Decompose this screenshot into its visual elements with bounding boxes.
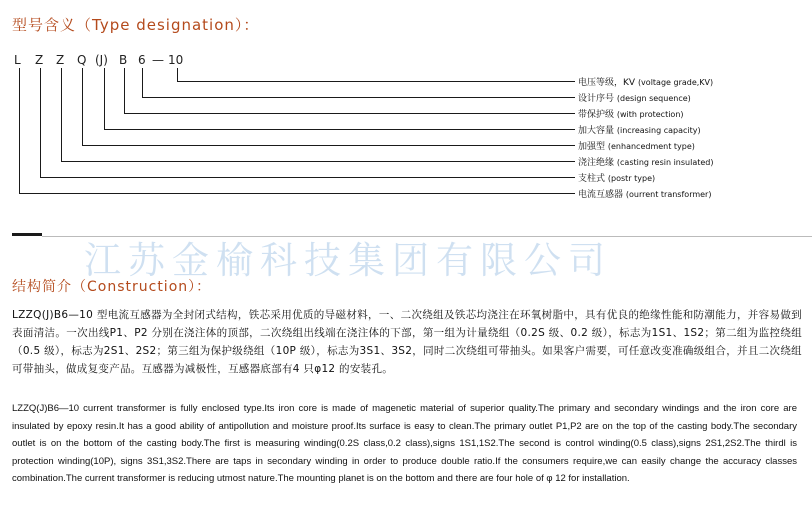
code-letter-b: B bbox=[119, 53, 128, 67]
code-letter-z1: Z bbox=[35, 53, 44, 67]
construction-heading: 结构简介（Construction）： bbox=[12, 279, 212, 295]
page-title: 型号含义（Type designation）： bbox=[12, 16, 260, 34]
construction-text-zh: LZZQ(J)B6—10 型电流互感器为全封闭式结构，铁芯采用优质的导磁材料，一、二次绕组及铁芯均浇注在环氧树脂中，具有优良的绝缘性能和防潮能力，并容易做到表面清洁。一次出线P1、P2 分别在浇注体的顶部，二次绕组出线端在浇注体的下部，第一组为计量绕组（0.2S 级、0.2 级），标志为1S1、1S2；第二组为监控绕组（0.5 级），标志为2S1、2S2；第三组为保护级绕组（10P 级），标志为3S1、3S2，同时二次绕组可带抽头。如果客户需要，可任意改变准确级组合，并且二次绕组可带抽头，做成复变产品。互感器为减极性，互感器底部有4 只φ12 的安装孔。 bbox=[12, 309, 802, 375]
designation-voltage-grade: 电压等级，KV (voltage grade,KV) bbox=[578, 78, 714, 88]
code-dash: — bbox=[152, 53, 164, 67]
company-watermark: 江苏金榆科技集团有限公司 bbox=[84, 239, 612, 282]
code-letter-q: Q bbox=[77, 53, 87, 67]
designation-post-type: 支柱式 (postr type) bbox=[578, 174, 656, 184]
section-divider-accent bbox=[12, 233, 42, 236]
designation-current-transformer: 电流互感器 (ourrent transformer) bbox=[578, 190, 712, 200]
code-letter-l: L bbox=[14, 53, 21, 67]
code-digit-6: 6 bbox=[138, 53, 146, 67]
code-letter-j: (J) bbox=[95, 53, 108, 67]
designation-with-protection: 带保护级 (with protection) bbox=[578, 110, 684, 120]
construction-text-en: LZZQ(J)B6—10 current transformer is fully enclosed type.Its iron core is made of magenetic material of superior quality.The primary and secondary windings and the iron core are insulated by epoxy resin.It has a good ability of antipollution and moisture proof.Its surface is easy to clean.The primary outlet P1,P2 are on the top of the casting body.The secondary outlet is on the bottom of the casting body.The first is measuring winding(0.2S class,0.2 class),signs 1S1,1S2.The second is control winding(0.5 class),signs 2S1,2S2.The thirdl is protection winding(10P), signs 3S1,3S2.There are taps in secondary winding in order to produce double ratio.If the consumers require,we can easily change the accuracy classes combination.The current transformer is reducing utmost nature.The mounting planet is on the bottom and there are four hole of φ 12 for installation. bbox=[12, 403, 797, 484]
code-voltage: 10 bbox=[168, 53, 184, 67]
designation-design-sequence: 设计序号 (design sequence) bbox=[578, 94, 691, 104]
designation-increasing-capacity: 加大容量 (increasing capacity) bbox=[578, 126, 701, 136]
designation-enhanced-type: 加强型 (enhancedment type) bbox=[578, 142, 695, 152]
code-letter-z2: Z bbox=[56, 53, 65, 67]
designation-casting-resin: 浇注绝缘 (casting resin insulated) bbox=[578, 158, 714, 168]
